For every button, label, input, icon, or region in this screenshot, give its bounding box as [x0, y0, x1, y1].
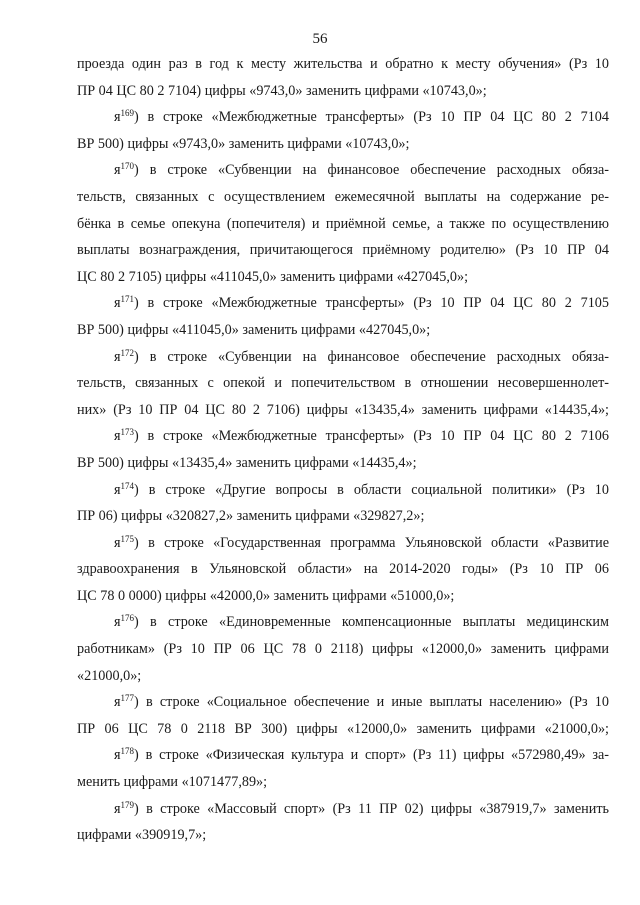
text-line: [77, 184, 609, 211]
line-text: работникам» (Рз 10 ПР 06 ЦС 78 0 2118) цифры «12000,0» заменить цифрами: [77, 641, 609, 658]
text-line: [77, 450, 609, 477]
text-line: [77, 796, 609, 823]
text-line: [77, 530, 609, 557]
text-line: [77, 290, 609, 317]
line-text: ВР 500) цифры «411045,0» заменить цифрами «427045,0»;: [77, 321, 431, 338]
line-text: ПР 04 ЦС 80 2 7104) цифры «9743,0» заменить цифрами «10743,0»;: [77, 82, 487, 99]
item-letter: я: [114, 694, 121, 711]
text-line: [77, 104, 609, 131]
text-line: [77, 78, 609, 105]
line-text: ВР 500) цифры «13435,4» заменить цифрами «14435,4»;: [77, 454, 417, 471]
item-superscript: 178: [120, 746, 135, 757]
text-line: [77, 51, 609, 78]
line-text: ) в строке «Массовый спорт» (Рз 11 ПР 02) цифры «387919,7» заменить: [134, 800, 609, 817]
text-line: [77, 609, 609, 636]
item-superscript: 175: [120, 533, 135, 544]
line-text: ) в строке «Другие вопросы в области социальной политики» (Рз 10: [134, 481, 609, 498]
line-text: проезда один раз в год к месту жительства и обратно к месту обучения» (Рз 10: [77, 56, 609, 72]
line-text: ) в строке «Межбюджетные трансферты» (Рз 10 ПР 04 ЦС 80 2 7106: [134, 428, 609, 445]
item-letter: я: [114, 534, 121, 551]
line-text: менить цифрами «1071477,89»;: [77, 774, 268, 791]
item-superscript: 169: [120, 108, 135, 119]
text-line: [77, 769, 609, 796]
item-superscript: 179: [120, 799, 135, 810]
text-line: [77, 822, 609, 849]
document-body: [77, 51, 609, 849]
item-letter: я: [114, 348, 121, 365]
item-superscript: 174: [120, 480, 135, 491]
item-letter: я: [114, 800, 121, 817]
text-line: [77, 397, 609, 424]
text-line: [77, 317, 609, 344]
text-line: [77, 583, 609, 610]
item-letter: я: [114, 162, 121, 179]
text-line: [77, 211, 609, 238]
item-superscript: 176: [120, 613, 135, 624]
item-letter: я: [114, 428, 121, 445]
text-line: [77, 663, 609, 690]
line-text: ВР 500) цифры «9743,0» заменить цифрами «10743,0»;: [77, 135, 410, 152]
text-line: [77, 742, 609, 769]
text-line: [77, 636, 609, 663]
line-text: ) в строке «Субвенции на финансовое обеспечение расходных обяза-: [134, 162, 609, 179]
text-line: [77, 477, 609, 504]
line-text: ) в строке «Социальное обеспечение и иные выплаты населению» (Рз 10: [134, 694, 609, 711]
line-text: них» (Рз 10 ПР 04 ЦС 80 2 7106) цифры «13435,4» заменить цифрами «14435,4»;: [77, 401, 609, 418]
text-line: [77, 237, 609, 264]
text-line: [77, 370, 609, 397]
text-line: [77, 131, 609, 158]
line-text: выплаты вознаграждения, причитающегося приёмному родителю» (Рз 10 ПР 04: [77, 242, 609, 259]
text-line: [77, 157, 609, 184]
item-superscript: 177: [120, 693, 135, 704]
line-text: тельств, связанных с опекой и попечительством в отношении несовершеннолет-: [77, 375, 609, 392]
line-text: ПР 06) цифры «320827,2» заменить цифрами «329827,2»;: [77, 508, 425, 525]
line-text: бёнка в семье опекуна (попечителя) и приёмной семье, а также по осуществлению: [77, 215, 609, 232]
line-text: ) в строке «Межбюджетные трансферты» (Рз 10 ПР 04 ЦС 80 2 7105: [134, 295, 609, 312]
line-text: ) в строке «Единовременные компенсационные выплаты медицинским: [134, 614, 609, 631]
line-text: ЦС 78 0 0000) цифры «42000,0» заменить цифрами «51000,0»;: [77, 587, 455, 604]
text-line: [77, 344, 609, 371]
text-line: [77, 556, 609, 583]
line-text: ) в строке «Физическая культура и спорт» (Рз 11) цифры «572980,49» за-: [134, 747, 609, 764]
line-text: ) в строке «Государственная программа Ульяновской области «Развитие: [134, 534, 609, 551]
line-text: ПР 06 ЦС 78 0 2118 ВР 300) цифры «12000,0» заменить цифрами «21000,0»;: [77, 720, 609, 737]
item-superscript: 170: [120, 161, 135, 172]
item-letter: я: [114, 747, 121, 764]
line-text: ЦС 80 2 7105) цифры «411045,0» заменить цифрами «427045,0»;: [77, 268, 469, 285]
line-text: тельств, связанных с осуществлением ежемесячной выплаты на содержание ре-: [77, 188, 609, 205]
item-superscript: 172: [120, 347, 135, 358]
item-letter: я: [114, 481, 121, 498]
item-superscript: 171: [120, 294, 135, 305]
line-text: ) в строке «Межбюджетные трансферты» (Рз 10 ПР 04 ЦС 80 2 7104: [134, 109, 609, 126]
line-text: ) в строке «Субвенции на финансовое обеспечение расходных обяза-: [134, 348, 609, 365]
item-superscript: 173: [120, 427, 135, 438]
item-letter: я: [114, 109, 121, 126]
text-line: [77, 423, 609, 450]
text-line: [77, 689, 609, 716]
line-text: «21000,0»;: [77, 667, 142, 684]
text-line: [77, 264, 609, 291]
text-line: [77, 503, 609, 530]
line-text: цифрами «390919,7»;: [77, 827, 207, 844]
item-letter: я: [114, 614, 121, 631]
line-text: здравоохранения в Ульяновской области» на 2014-2020 годы» (Рз 10 ПР 06: [77, 561, 609, 578]
item-letter: я: [114, 295, 121, 312]
text-line: [77, 716, 609, 743]
page-number: 56: [312, 31, 328, 47]
